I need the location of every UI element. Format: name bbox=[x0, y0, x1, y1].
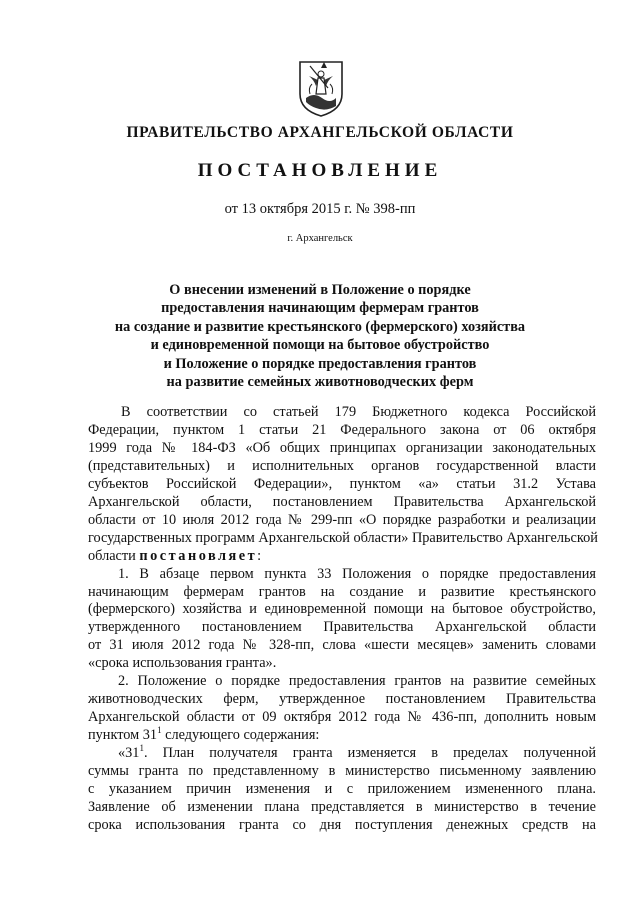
preamble-line: государственных программ Архангельской области» Правительство Архангельской bbox=[88, 529, 598, 546]
superscript: 1 bbox=[157, 725, 162, 736]
title-line: и Положение о порядке предоставления грантов bbox=[163, 355, 477, 372]
item2-line: 2. Положение о порядке предоставления грантов на развитие семейных bbox=[118, 673, 596, 690]
preamble-line: субъектов Российской Федерации», пунктом «а» статьи 31.2 Устава bbox=[88, 475, 596, 492]
decrees-colon: : bbox=[257, 547, 262, 564]
item1-line: 1. В абзаце первом пункта 33 Положения о порядке предоставления bbox=[118, 565, 596, 582]
preamble-last-line bbox=[88, 548, 596, 566]
item1-line: начинающим фермерам грантов на создание и развитие крестьянского bbox=[88, 583, 596, 600]
preamble-last-word: области bbox=[88, 547, 136, 564]
preamble-line: В соответствии со статьей 179 Бюджетного кодекса Российской bbox=[121, 404, 596, 420]
title-line: на создание и развитие крестьянского (фермерского) хозяйства bbox=[114, 318, 526, 335]
title-line: О внесении изменений в Положение о порядке bbox=[169, 282, 471, 298]
item1-line: утвержденного постановлением Правительства Архангельской области bbox=[88, 619, 596, 636]
quote-line: срока использования гранта со дня поступления денежных средств на bbox=[88, 816, 596, 833]
quote-line: суммы гранта по представленному в министерство письменному заявлению bbox=[88, 763, 596, 780]
preamble-line: Архангельской области, постановлением Правительства Архангельской bbox=[88, 493, 596, 510]
item2-line: Архангельской области от 09 октября 2012 года № 436-пп, дополнить новым bbox=[88, 709, 596, 726]
preamble-line: области от 10 июля 2012 года № 299-пп «О порядке разработки и реализации bbox=[88, 511, 596, 528]
preamble-line: (представительных) и исполнительных органов государственной власти bbox=[88, 457, 596, 474]
title-line: и единовременной помощи на бытовое обустройство bbox=[150, 337, 490, 354]
quote-first-line bbox=[88, 745, 596, 763]
item2-text: пунктом 31 bbox=[88, 727, 158, 744]
document-body bbox=[88, 404, 596, 835]
title-line: на развитие семейных животноводческих ферм bbox=[166, 374, 474, 391]
coat-of-arms-emblem bbox=[296, 58, 346, 118]
item2-last-line bbox=[88, 727, 596, 745]
item1-line: (фермерского) хозяйства и единовременной помощи на бытовое обустройство, bbox=[88, 601, 596, 618]
document-type: ПОСТАНОВЛЕНИЕ bbox=[197, 160, 443, 181]
quote-line: с указанием причин изменения и с приложением измененного плана. bbox=[88, 781, 596, 798]
item2-line: животноводческих ферм, утвержденное постановлением Правительства bbox=[88, 691, 596, 708]
superscript: 1 bbox=[139, 743, 144, 754]
government-name: ПРАВИТЕЛЬСТВО АРХАНГЕЛЬСКОЙ ОБЛАСТИ bbox=[126, 124, 514, 141]
item1-last-line: «срока использования гранта». bbox=[88, 655, 277, 672]
preamble-line: Федерации, пунктом 1 статьи 21 Федерального закона от 06 октября bbox=[88, 421, 596, 438]
document-title bbox=[60, 281, 580, 391]
decrees-word: постановляет bbox=[139, 547, 258, 564]
item2-text: следующего содержания: bbox=[161, 727, 320, 744]
city-name: г. Архангельск bbox=[287, 233, 353, 244]
title-line: предоставления начинающим фермерам грантов bbox=[161, 300, 479, 317]
date-and-number: от 13 октября 2015 г. № 398-пп bbox=[224, 201, 416, 217]
quote-text: . План получателя гранта изменяется в пределах полученной bbox=[143, 745, 596, 762]
quote-line: Заявление об изменении плана представляется в министерство в течение bbox=[88, 798, 596, 815]
preamble-line: 1999 года № 184-ФЗ «Об общих принципах организации законодательных bbox=[88, 439, 596, 456]
quote-text: «31 bbox=[118, 745, 140, 762]
item1-line: от 31 июля 2012 года № 328-пп, слова «шести месяцев» заменить словами bbox=[88, 637, 596, 654]
